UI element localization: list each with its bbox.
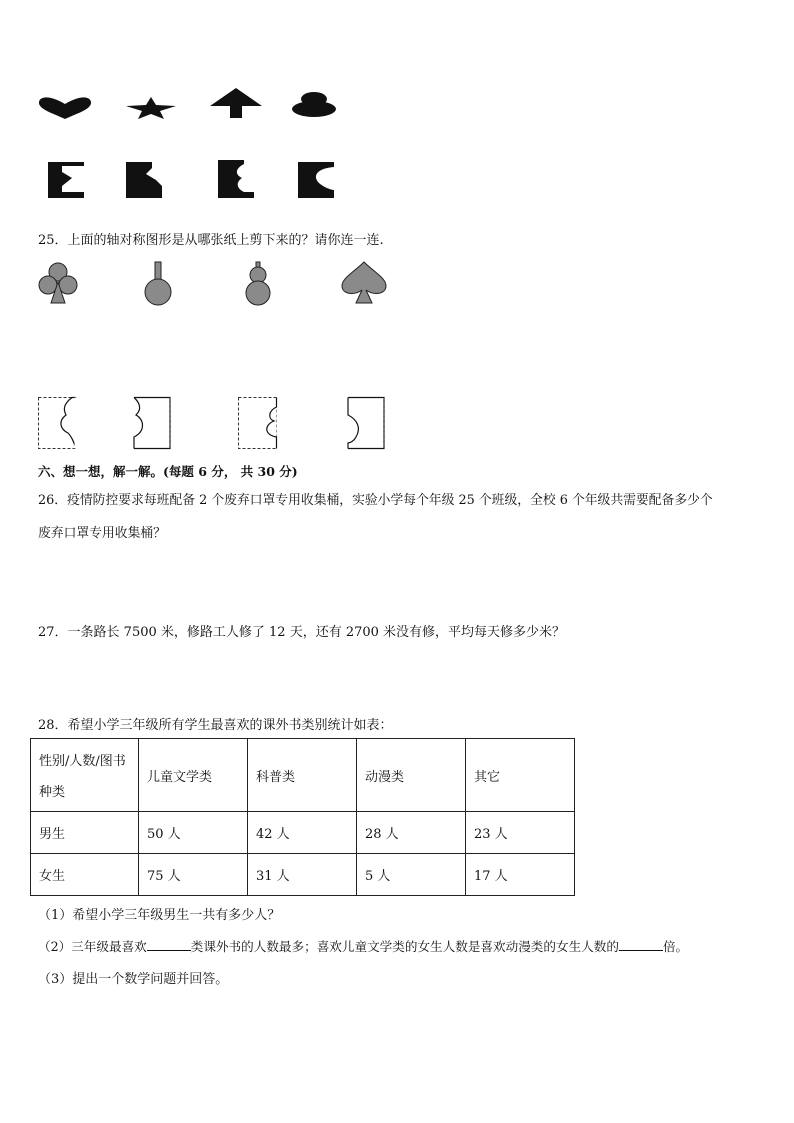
table-cell: 50 人 <box>139 812 248 854</box>
statistics-table <box>30 738 575 896</box>
table-row <box>31 854 575 896</box>
table-cell: 75 人 <box>139 854 248 896</box>
answer-blank-2[interactable] <box>619 938 663 951</box>
corner-label-line2: 种类 <box>39 785 66 800</box>
notched-block-2-icon <box>126 162 162 198</box>
table-cell: 28 人 <box>357 812 466 854</box>
question-26-line2: 废弃口罩专用收集桶？ <box>38 526 166 541</box>
table-cell: 31 人 <box>248 854 357 896</box>
folded-paper-4-icon <box>346 397 388 449</box>
table-cell: 23 人 <box>466 812 575 854</box>
heart-icon <box>38 96 92 120</box>
row-label: 女生 <box>31 854 139 896</box>
question-27: 27．一条路长 7500 米，修路工人修了 12 天，还有 2700 米没有修，平均每天修多少米？ <box>38 625 566 640</box>
arrow-up-icon <box>210 88 262 118</box>
spade-icon <box>340 262 388 304</box>
row-label: 男生 <box>31 812 139 854</box>
folded-paper-3-icon <box>238 397 280 449</box>
question-28-sub2 <box>38 936 688 955</box>
table-cell: 17 人 <box>466 854 575 896</box>
question-25: 25．上面的轴对称图形是从哪张纸上剪下来的？请你连一连. <box>38 233 384 248</box>
notched-block-4-icon <box>298 162 334 198</box>
flask-icon <box>140 262 176 306</box>
sub2-text-a: （2）三年级最喜欢 <box>38 939 147 954</box>
club-icon <box>38 262 78 304</box>
question-28-sub3: （3）提出一个数学问题并回答。 <box>38 972 229 987</box>
folded-paper-2-icon <box>132 397 174 449</box>
question-28-intro: 28．希望小学三年级所有学生最喜欢的课外书类别统计如表： <box>38 718 393 733</box>
table-header-row <box>31 739 575 812</box>
table-header-cell: 其它 <box>466 739 575 812</box>
question-28-sub1: （1）希望小学三年级男生一共有多少人？ <box>38 908 281 923</box>
table-corner-cell <box>31 739 139 812</box>
notched-block-3-icon <box>218 160 254 198</box>
table-header-cell: 儿童文学类 <box>139 739 248 812</box>
answer-blank-1[interactable] <box>147 938 191 951</box>
notched-block-1-icon <box>48 162 84 198</box>
table-header-cell: 动漫类 <box>357 739 466 812</box>
table-cell: 42 人 <box>248 812 357 854</box>
folded-paper-1-icon <box>38 397 80 449</box>
sub2-text-b: 类课外书的人数最多；喜欢儿童文学类的女生人数是喜欢动漫类的女生人数的 <box>190 939 619 954</box>
table-row <box>31 812 575 854</box>
section-heading: 六、想一想，解一解。(每题 6 分， 共 30 分) <box>38 464 298 479</box>
gourd-icon <box>240 262 276 306</box>
star-icon <box>126 97 176 119</box>
sub2-text-c: 倍。 <box>662 939 689 954</box>
question-26-line1: 26．疫情防控要求每班配备 2 个废弃口罩专用收集桶，实验小学每个年级 25 个班级，全校 6 个年级共需要配备多少个 <box>38 493 713 508</box>
corner-label-line1: 性别/人数/图书 <box>39 754 126 769</box>
table-cell: 5 人 <box>357 854 466 896</box>
table-header-cell: 科普类 <box>248 739 357 812</box>
figure-eight-icon <box>291 92 337 118</box>
